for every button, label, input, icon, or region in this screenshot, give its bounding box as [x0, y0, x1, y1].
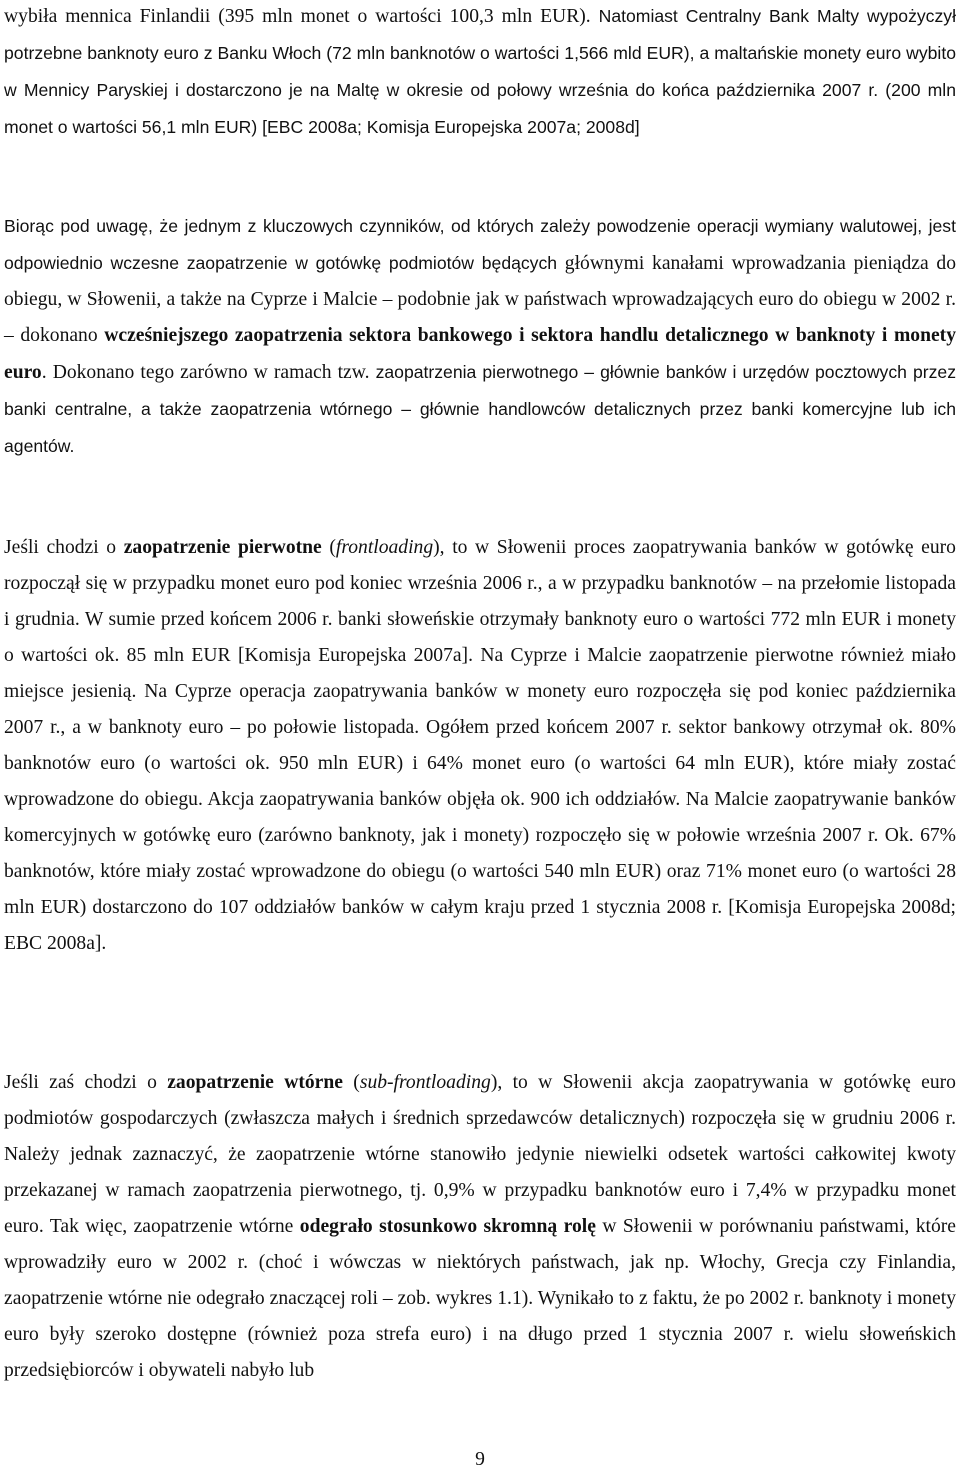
paragraph-2-part-2: głównymi kanałami wprowadzania pieniądza do obiegu, w Słowenii, a także na Cyprze i Malcie – podobnie jak w państwach wprowadzających euro do obiegu w 2002 r. – dokonano: [4, 253, 956, 346]
paragraph-2-bold-phrase: wcześniejszego zaopatrzenia sektora bankowego i sektora handlu detalicznego w banknoty i monety euro: [4, 325, 956, 383]
paragraph-4-bold-phrase: odegrało stosunkowo skromną rolę: [299, 1216, 596, 1237]
paragraph-3-bold-term: zaopatrzenie pierwotne: [123, 537, 322, 558]
paragraph-3-italic-term: frontloading: [335, 537, 434, 558]
paragraph-2: [4, 208, 956, 465]
paragraph-4-part-4: w Słowenii w porównaniu państwami, które wprowadziły euro w 2002 r. (choć i wówczas w niektórych państwach, jak np. Włochy, Grecja czy Finlandia, zaopatrzenie wtórne nie odegrało znaczącej roli – zob. wykres 1.1). Wynikało to z faktu, że po 2002 r. banknoty i monety euro były szeroko dostępne (również poza strefa euro) i na długo przed 1 stycznia 2007 r. wielu słoweńskich przedsiębiorców i obywateli nabyło lub: [4, 1216, 956, 1381]
paragraph-2-part-4: zaopatrzenia pierwotnego – głównie banków i urzędów pocztowych przez banki centralne, a także zaopatrzenia wtórnego – głównie handlowców detalicznych przez banki komercyjne lub ich agentów.: [4, 362, 956, 456]
paragraph-2-part-3: . Dokonano tego zarówno w ramach tzw.: [41, 362, 370, 383]
paragraph-4-part-3: ), to w Słowenii akcja zaopatrywania w gotówkę euro podmiotów gospodarczych (zwłaszcza małych i średnich sprzedawców detalicznych) rozpoczęła się w grudniu 2006 r. Należy jednak zaznaczyć, że zaopatrzenie wtórne stanowiło jedynie niewielki odsetek wartości całkowitej kwoty przekazanej w ramach zaopatrzenia pierwotnego, tj. 0,9% w przypadku banknotów euro i 7,4% w przypadku monet euro. Tak więc, zaopatrzenie wtórne: [4, 1072, 956, 1237]
paragraph-1-part-1: wybiła mennica Finlandii (395 mln monet o wartości 100,3 mln EUR).: [4, 6, 591, 27]
paragraph-3-part-3: ), to w Słowenii proces zaopatrywania banków w gotówkę euro rozpoczął się w przypadku monet euro pod koniec września 2006 r., a w przypadku banknotów – na przełomie listopada i grudnia. W sumie przed końcem 2006 r. banki słoweńskie otrzymały banknoty euro o wartości 772 mln EUR i monety o wartości ok. 85 mln EUR [Komisja Europejska 2007a]. Na Cyprze i Malcie zaopatrzenie pierwotne również miało miejsce jesienią. Na Cyprze operacja zaopatrywania banków w monety euro rozpoczęła się pod koniec października 2007 r., a w banknoty euro – po połowie listopada. Ogółem przed końcem 2007 r. sektor bankowy otrzymał ok. 80% banknotów euro (o wartości ok. 950 mln EUR) i 64% monet euro (o wartości 64 mln EUR), które miały zostać wprowadzone do obiegu. Akcja zaopatrywania banków objęła ok. 900 ich oddziałów. Na Malcie zaopatrywanie banków komercyjnych w gotówkę euro (zarówno banknoty, jak i monety) rozpoczęło się w połowie września 2007 r. Ok. 67% banknotów, które miały zostać wprowadzone do obiegu (o wartości 540 mln EUR) oraz 71% monet euro (o wartości 28 mln EUR) dostarczono do 107 oddziałów banków w całym kraju przed 1 stycznia 2008 r. [Komisja Europejska 2008d; EBC 2008a].: [4, 537, 956, 954]
paragraph-4-part-2: (: [342, 1072, 360, 1093]
paragraph-4-italic-term: sub-frontloading: [359, 1072, 491, 1093]
paragraph-1: [4, 0, 956, 146]
paragraph-2-part-1: Biorąc pod uwagę, że jednym z kluczowych czynników, od których zależy powodzenie operacji wymiany walutowej, jest odpowiednio wczesne zaopatrzenie w gotówkę podmiotów będących: [4, 216, 956, 273]
paragraph-4-bold-term: zaopatrzenie wtórne: [167, 1072, 343, 1093]
paragraph-3-part-1: Jeśli chodzi o: [4, 537, 124, 558]
paragraph-3-part-2: (: [321, 537, 336, 558]
paragraph-3: [4, 530, 956, 962]
page-number: 9: [475, 1449, 485, 1470]
paragraph-4-part-1: Jeśli zaś chodzi o: [4, 1072, 168, 1093]
paragraph-1-part-2: Natomiast Centralny Bank Malty wypożyczył potrzebne banknoty euro z Banku Włoch (72 mln banknotów o wartości 1,566 mld EUR), a maltańskie monety euro wybito w Mennicy Paryskiej i dostarczono je na Maltę w okresie od połowy września do końca października 2007 r. (200 mln monet o wartości 56,1 mln EUR) [EBC 2008a; Komisja Europejska 2007a; 2008d]: [4, 6, 956, 137]
paragraph-4: [4, 1065, 956, 1389]
